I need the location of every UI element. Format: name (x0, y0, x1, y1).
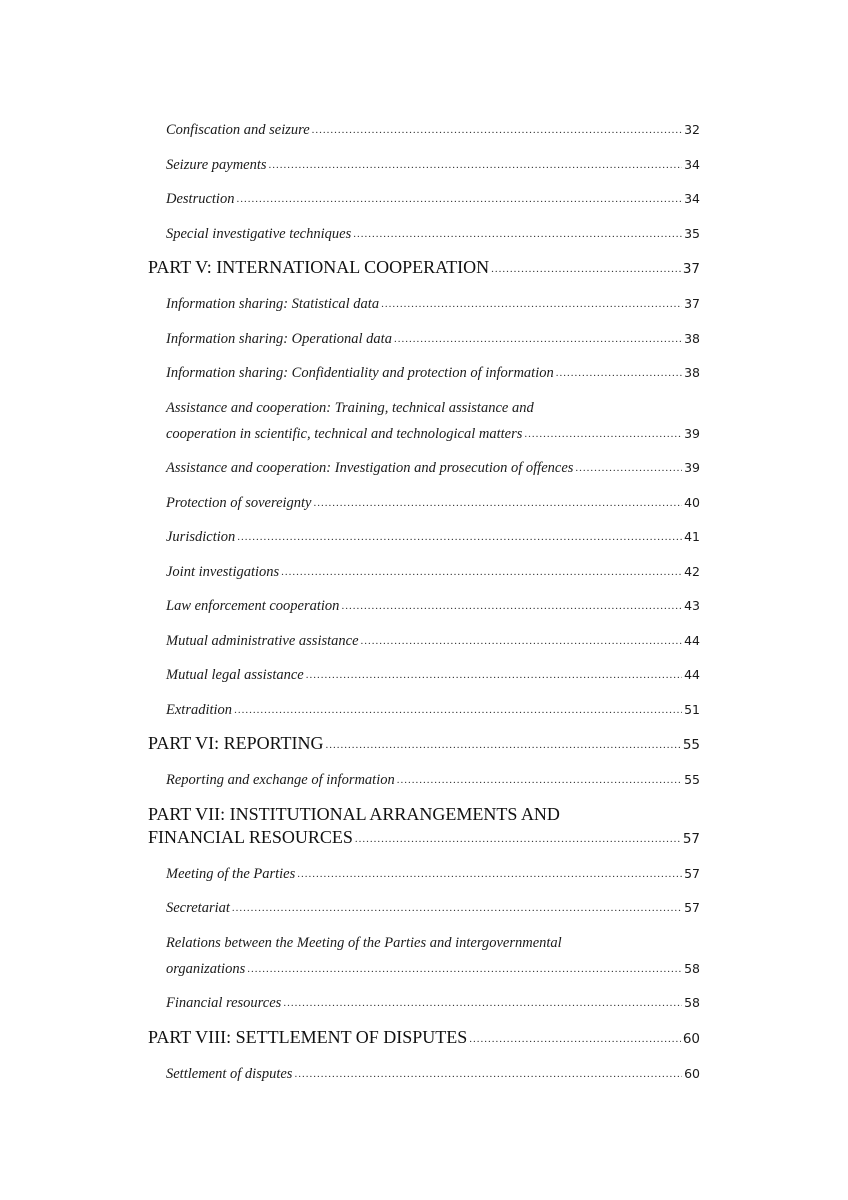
toc-entry[interactable] (166, 624, 700, 659)
toc-entry-title: Meeting of the Parties (166, 865, 296, 882)
toc-page-number: 60 (682, 1030, 700, 1047)
toc-page-number: 35 (684, 225, 700, 241)
toc-entry-line (166, 559, 700, 586)
toc-entry[interactable] (166, 148, 700, 183)
toc-entry-title: Destruction (166, 191, 235, 207)
toc-part-heading[interactable] (148, 251, 700, 287)
toc-entry-title: Financial resources (166, 995, 282, 1011)
toc-entry[interactable] (166, 391, 700, 452)
toc-entry-title: Law enforcement cooperation (166, 598, 340, 614)
toc-entry-title-line1: Assistance and cooperation: Training, technical assistance and (166, 399, 534, 416)
toc-entry-line (166, 861, 700, 888)
toc-page-number: 57 (682, 830, 700, 847)
dot-leader (341, 593, 682, 619)
toc-page-number: 38 (684, 330, 700, 346)
toc-entry-line (166, 421, 700, 448)
dot-leader (491, 258, 681, 281)
dot-leader (314, 490, 683, 516)
toc-entry-title: FINANCIAL RESOURCES (148, 826, 353, 847)
toc-entry-line (166, 152, 700, 179)
toc-page-number: 51 (684, 701, 700, 717)
toc-entry-title: Secretariat (166, 900, 230, 916)
toc-entry-line (166, 593, 700, 620)
toc-part-heading[interactable] (148, 727, 700, 763)
toc-entry-title: Mutual legal assistance (166, 667, 304, 683)
dot-leader (247, 956, 682, 982)
dot-leader (312, 117, 682, 143)
toc-entry-title: Information sharing: Statistical data (166, 296, 380, 312)
toc-entry-line (166, 628, 700, 655)
dot-leader (556, 360, 682, 386)
toc-entry-line (148, 256, 700, 282)
toc-entry[interactable] (166, 217, 700, 252)
toc-entry-title: Extradition (166, 701, 233, 718)
toc-entry-line (166, 186, 700, 213)
toc-entry-title-line1: PART VII: INSTITUTIONAL ARRANGEMENTS AND (148, 803, 560, 824)
dot-leader (269, 152, 683, 178)
toc-list (0, 113, 848, 1091)
toc-entry-line (166, 326, 700, 353)
dot-leader (306, 662, 682, 688)
toc-entry-title: PART VI: REPORTING (148, 733, 324, 753)
toc-page-number: 55 (684, 772, 700, 787)
toc-page-number: 32 (684, 122, 700, 137)
toc-entry-title: Reporting and exchange of information (166, 772, 395, 788)
toc-page-number: 39 (684, 425, 700, 441)
toc-entry-title: Settlement of disputes (166, 1065, 293, 1082)
toc-entry-line (166, 221, 700, 248)
toc-entry[interactable] (166, 891, 700, 926)
toc-page-number: 58 (684, 995, 700, 1010)
toc-page-number: 42 (684, 563, 700, 579)
toc-entry-title: organizations (166, 960, 246, 977)
toc-entry-title: Information sharing: Operational data (166, 330, 392, 347)
toc-entry[interactable] (166, 356, 700, 391)
toc-page-number: 44 (684, 632, 700, 648)
toc-page-number: 41 (684, 529, 700, 544)
toc-entry[interactable] (166, 520, 700, 555)
dot-leader (353, 221, 682, 247)
dot-leader (234, 697, 682, 723)
toc-page-number: 43 (684, 598, 700, 613)
toc-page-number: 40 (684, 494, 700, 510)
toc-entry[interactable] (166, 589, 700, 624)
toc-entry-title: Assistance and cooperation: Investigation and prosecution of offences (166, 460, 574, 476)
dot-leader (232, 895, 682, 921)
dot-leader (469, 1028, 681, 1051)
toc-entry-title: Jurisdiction (166, 529, 236, 545)
toc-entry-line (166, 490, 700, 517)
dot-leader (575, 455, 682, 481)
toc-entry[interactable] (166, 763, 700, 798)
toc-entry-title: Seizure payments (166, 156, 267, 173)
dot-leader (355, 828, 681, 851)
toc-entry-line (166, 117, 700, 144)
dot-leader (236, 186, 682, 212)
toc-entry[interactable] (166, 857, 700, 892)
dot-leader (281, 559, 682, 585)
toc-entry-line (166, 990, 700, 1017)
toc-entry[interactable] (166, 555, 700, 590)
toc-page-number: 37 (684, 296, 700, 311)
toc-entry[interactable] (166, 486, 700, 521)
toc-entry-title: Mutual administrative assistance (166, 632, 359, 649)
toc-entry-title: cooperation in scientific, technical and technological matters (166, 425, 523, 442)
toc-page-number: 37 (682, 261, 700, 277)
dot-leader (361, 628, 683, 654)
toc-entry-line (166, 895, 700, 922)
dot-leader (283, 990, 682, 1016)
toc-entry[interactable] (166, 1057, 700, 1092)
toc-entry-line (166, 291, 700, 318)
toc-entry[interactable] (166, 451, 700, 486)
toc-part-heading[interactable] (148, 1021, 700, 1057)
dot-leader (294, 1061, 682, 1087)
toc-entry-line (166, 662, 700, 689)
toc-entry[interactable] (166, 182, 700, 217)
toc-part-heading[interactable] (148, 798, 700, 857)
dot-leader (524, 421, 682, 447)
toc-entry-title: Protection of sovereignty (166, 494, 312, 511)
toc-entry-line (166, 360, 700, 387)
dot-leader (237, 524, 682, 550)
toc-entry[interactable] (166, 926, 700, 987)
toc-entry-title: Information sharing: Confidentiality and protection of information (166, 365, 554, 381)
toc-page-number: 34 (684, 156, 700, 172)
toc-entry-line (166, 455, 700, 482)
toc-page-number: 39 (684, 460, 700, 475)
toc-entry[interactable] (166, 693, 700, 728)
dot-leader (381, 291, 682, 317)
toc-entry-title: Confiscation and seizure (166, 122, 310, 138)
toc-page-number: 57 (684, 865, 700, 881)
toc-page-number: 55 (682, 737, 700, 753)
toc-page-number: 38 (684, 365, 700, 380)
toc-entry-line (166, 1061, 700, 1088)
dot-leader (397, 767, 682, 793)
toc-entry-title-line1: Relations between the Meeting of the Parties and intergovernmental (166, 934, 562, 951)
dot-leader (326, 734, 681, 757)
toc-entry[interactable] (166, 986, 700, 1021)
toc-entry-line (148, 826, 700, 852)
toc-entry-title: Joint investigations (166, 563, 280, 580)
toc-page-number: 60 (684, 1065, 700, 1081)
toc-entry[interactable] (166, 658, 700, 693)
toc-entry-title: PART VIII: SETTLEMENT OF DISPUTES (148, 1026, 468, 1047)
toc-page-number: 57 (684, 900, 700, 915)
toc-entry[interactable] (166, 287, 700, 322)
toc-entry-title: PART V: INTERNATIONAL COOPERATION (148, 257, 490, 277)
toc-entry[interactable] (166, 113, 700, 148)
toc-entry-line (166, 697, 700, 724)
toc-entry[interactable] (166, 322, 700, 357)
toc-entry-line (166, 767, 700, 794)
toc-entry-line (148, 1026, 700, 1052)
toc-page-number: 44 (684, 667, 700, 682)
toc-entry-line (148, 732, 700, 758)
dot-leader (394, 326, 682, 352)
dot-leader (297, 861, 682, 887)
toc-entry-line (166, 524, 700, 551)
toc-page-number: 34 (684, 191, 700, 206)
toc-entry-line (166, 956, 700, 983)
toc-page-number: 58 (684, 960, 700, 976)
table-of-contents (0, 113, 848, 1091)
toc-entry-title: Special investigative techniques (166, 225, 352, 242)
